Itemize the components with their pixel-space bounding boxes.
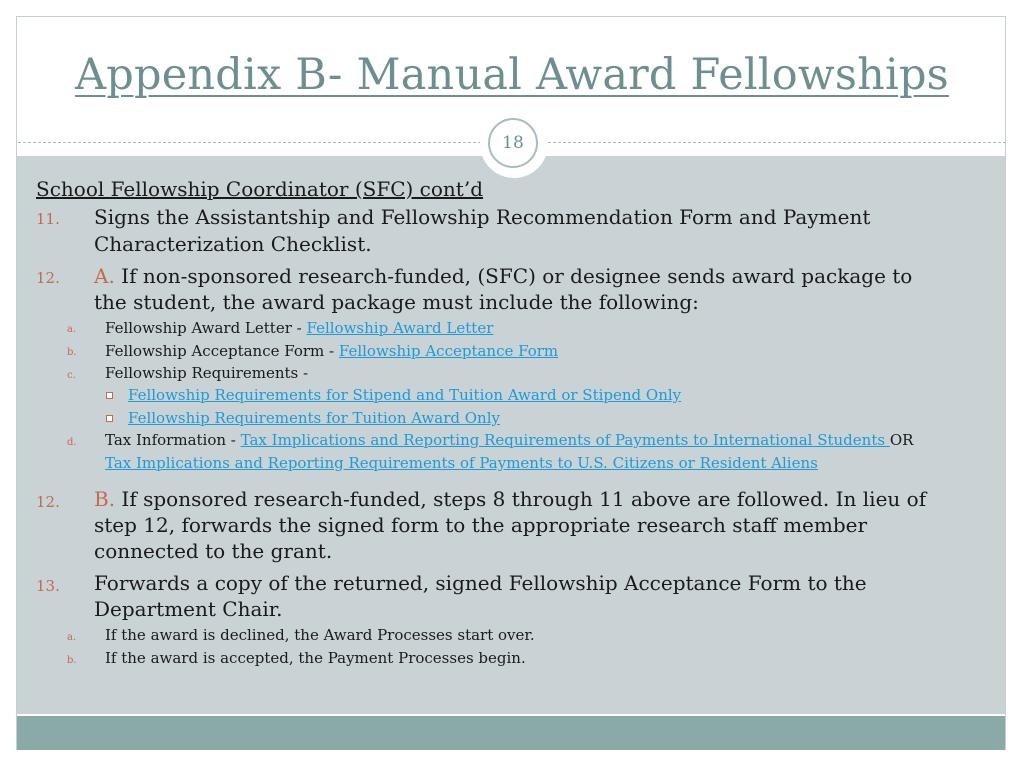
- sub-b-text: Fellowship Acceptance Form -: [105, 342, 339, 360]
- item-13-sub-b-number: b.: [67, 655, 77, 666]
- sub-d-item: [105, 431, 913, 449]
- item-13-line2: Department Chair.: [94, 597, 283, 621]
- fellowship-acceptance-form-link[interactable]: Fellowship Acceptance Form: [338, 342, 559, 360]
- slide-title: Appendix B- Manual Award Fellowships: [75, 50, 949, 100]
- sub-b-number: b.: [67, 347, 77, 358]
- item-11-number: 11.: [36, 210, 60, 228]
- item-13-sub-a-text: If the award is declined, the Award Processes start over.: [105, 626, 535, 644]
- item-13-sub-a-number: a.: [67, 632, 77, 643]
- item-12b-marker: B.: [94, 487, 116, 511]
- stipend-tuition-requirements-link[interactable]: Fellowship Requirements for Stipend and Tuition Award or Stipend Only: [128, 386, 682, 404]
- item-12b-line1: [94, 487, 926, 511]
- international-students-tax-link[interactable]: Tax Implications and Reporting Requirements of Payments to International Students: [240, 431, 890, 449]
- item-12b-number: 12.: [36, 493, 60, 511]
- sub-c-text: Fellowship Requirements -: [105, 364, 309, 382]
- item-13-number: 13.: [36, 577, 60, 595]
- square-bullet-icon: [106, 392, 113, 399]
- item-12b-text: If sponsored research-funded, steps 8 through 11 above are followed. In lieu of: [121, 487, 927, 511]
- sub-c-link-2-item: [128, 409, 500, 427]
- square-bullet-icon: [106, 415, 113, 422]
- sub-d-line2: [105, 454, 818, 472]
- item-12b-line3: connected to the grant.: [94, 539, 333, 563]
- sub-a-item: [105, 319, 493, 337]
- item-12b-line2: step 12, forwards the signed form to the appropriate research staff member: [94, 513, 868, 537]
- us-citizens-tax-link[interactable]: Tax Implications and Reporting Requirements of Payments to U.S. Citizens or Resident Aliens: [105, 454, 818, 472]
- sub-d-number: d.: [67, 437, 77, 448]
- item-12a-line1: [94, 264, 912, 288]
- sub-b-item: [105, 342, 558, 360]
- item-12a-number: 12.: [36, 269, 60, 287]
- fellowship-award-letter-link[interactable]: Fellowship Award Letter: [306, 319, 494, 337]
- footer-bar: [17, 716, 1005, 750]
- section-heading: School Fellowship Coordinator (SFC) cont’d: [36, 177, 484, 201]
- item-13-sub-b-text: If the award is accepted, the Payment Processes begin.: [105, 649, 526, 667]
- sub-d-text: Tax Information -: [105, 431, 241, 449]
- item-12a-line2: the student, the award package must include the following:: [94, 290, 699, 314]
- item-11-line1: Signs the Assistantship and Fellowship Recommendation Form and Payment: [94, 205, 871, 229]
- sub-a-number: a.: [67, 324, 77, 335]
- or-text: OR: [889, 431, 914, 449]
- item-12a-text: If non-sponsored research-funded, (SFC) or designee sends award package to: [121, 264, 913, 288]
- item-11-line2: Characterization Checklist.: [94, 232, 372, 256]
- tuition-award-requirements-link[interactable]: Fellowship Requirements for Tuition Award Only: [128, 409, 500, 427]
- item-13-line1: Forwards a copy of the returned, signed Fellowship Acceptance Form to the: [94, 571, 867, 595]
- sub-c-number: c.: [67, 370, 76, 381]
- item-12a-marker: A.: [94, 264, 115, 288]
- page-number: 18: [488, 118, 538, 168]
- sub-c-link-1-item: [128, 386, 681, 404]
- sub-a-text: Fellowship Award Letter -: [105, 319, 307, 337]
